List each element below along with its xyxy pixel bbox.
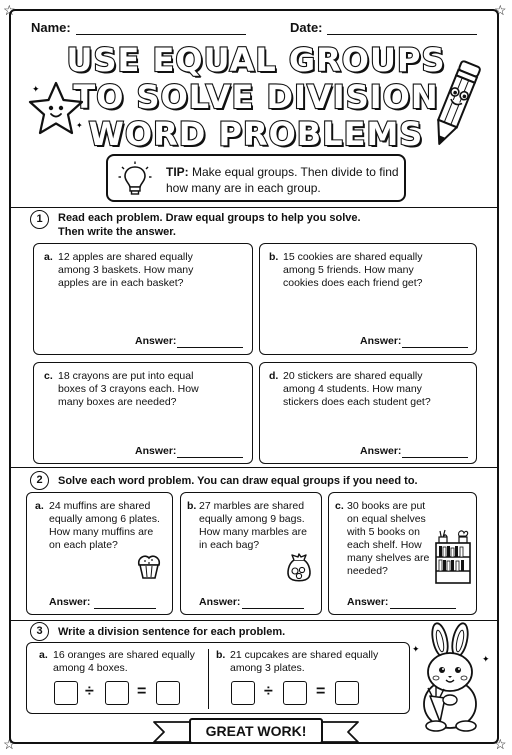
section-1-instruction-line2: Then write the answer. — [58, 226, 176, 238]
problem-box-2a — [26, 492, 173, 615]
answer-field[interactable] — [242, 608, 304, 609]
problem-box-2c — [328, 492, 477, 615]
answer-label: Answer: — [360, 335, 402, 347]
answer-field[interactable] — [402, 457, 468, 458]
problem-box-3 — [26, 642, 410, 714]
problem-text: 18 crayons are put into equal boxes of 3 crayons each. How many boxes are needed? — [58, 370, 199, 408]
answer-label: Answer: — [360, 445, 402, 457]
problem-text: 27 marbles are shared equally among 9 bags. How many marbles are in each bag? — [199, 500, 307, 551]
section-3-number: 3 — [30, 622, 49, 641]
section-2-number: 2 — [30, 471, 49, 490]
tip-text — [166, 164, 402, 196]
answer-field[interactable] — [390, 608, 456, 609]
problem-box-2b — [180, 492, 322, 615]
date-field[interactable] — [327, 34, 477, 35]
answer-label: Answer: — [347, 596, 389, 608]
great-work-banner: GREAT WORK! — [189, 718, 323, 744]
tip-body: Make equal groups. Then divide to find how many are in each group. — [166, 165, 399, 195]
answer-label: Answer: — [49, 596, 91, 608]
problem-letter: d. — [269, 370, 279, 382]
problem-box-1c — [33, 362, 253, 464]
problem-letter: c. — [335, 500, 344, 512]
problem-text: 24 muffins are shared equally among 6 plates. How many muffins are on each plate? — [49, 500, 160, 551]
problem-letter: a. — [35, 500, 44, 512]
name-field[interactable] — [76, 34, 246, 35]
problem-text: 20 stickers are shared equally among 4 students. How many stickers does each student get? — [283, 370, 431, 408]
name-label: Name: — [31, 20, 71, 35]
section-2-instruction: Solve each word problem. You can draw equal groups if you need to. — [58, 475, 418, 487]
equals-sign: = — [137, 683, 147, 700]
bookshelf-icon — [434, 527, 472, 585]
answer-field[interactable] — [177, 347, 243, 348]
problem-letter: b. — [216, 649, 226, 661]
problem-divider — [208, 649, 209, 709]
corner-star-icon: ☆ — [3, 2, 16, 18]
dividend-box[interactable] — [54, 681, 78, 705]
date-label: Date: — [290, 20, 323, 35]
svg-text:✦: ✦ — [482, 655, 490, 665]
section-1-instruction-line1: Read each problem. Draw equal groups to help you solve. — [58, 212, 361, 224]
section-divider — [9, 620, 499, 621]
section-3-instruction: Write a division sentence for each problem. — [58, 626, 286, 638]
problem-text: 16 oranges are shared equally among 4 boxes. — [53, 649, 195, 674]
problem-text: 21 cupcakes are shared equally among 3 plates. — [230, 649, 379, 674]
problem-letter: a. — [44, 251, 53, 263]
problem-text: 12 apples are shared equally among 3 baskets. How many apples are in each basket? — [58, 251, 194, 289]
star-character-icon — [26, 80, 86, 138]
pencil-character-icon — [425, 55, 485, 153]
answer-label: Answer: — [135, 335, 177, 347]
problem-box-1a — [33, 243, 253, 355]
problem-letter: c. — [44, 370, 53, 382]
tip-label: TIP: — [166, 165, 189, 179]
answer-field[interactable] — [402, 347, 468, 348]
svg-text:✦: ✦ — [32, 85, 40, 95]
svg-text:✦: ✦ — [76, 121, 83, 130]
page-title-line2: TO SOLVE DIVISION — [73, 78, 439, 116]
problem-letter: a. — [39, 649, 48, 661]
divide-sign: ÷ — [85, 683, 94, 700]
problem-letter: b. — [269, 251, 279, 263]
corner-star-icon: ☆ — [494, 2, 507, 18]
problem-letter: b. — [187, 500, 197, 512]
corner-star-icon: ☆ — [494, 736, 507, 752]
corner-star-icon: ☆ — [3, 736, 16, 752]
tip-box — [106, 154, 406, 202]
section-divider — [9, 207, 499, 208]
problem-text: 15 cookies are shared equally among 5 friends. How many cookies does each friend get? — [283, 251, 423, 289]
lightbulb-icon — [118, 161, 152, 197]
section-1-number: 1 — [30, 210, 49, 229]
page-title-line3: WORD PROBLEMS — [88, 115, 424, 153]
answer-field[interactable] — [94, 608, 156, 609]
quotient-box[interactable] — [156, 681, 180, 705]
problem-box-1b — [259, 243, 477, 355]
section-divider — [9, 467, 499, 468]
divisor-box[interactable] — [105, 681, 129, 705]
divide-sign: ÷ — [264, 683, 273, 700]
answer-field[interactable] — [177, 457, 243, 458]
marble-bag-icon — [284, 551, 314, 583]
divisor-box[interactable] — [283, 681, 307, 705]
quotient-box[interactable] — [335, 681, 359, 705]
problem-text: 30 books are put on equal shelves with 5 books on each shelf. How many shelves are needed? — [347, 500, 430, 577]
muffin-icon — [134, 551, 164, 581]
equals-sign: = — [316, 683, 326, 700]
dividend-box[interactable] — [231, 681, 255, 705]
svg-text:✦: ✦ — [412, 645, 420, 655]
page-title-line1: USE EQUAL GROUPS — [66, 41, 446, 79]
problem-box-1d — [259, 362, 477, 464]
answer-label: Answer: — [135, 445, 177, 457]
answer-label: Answer: — [199, 596, 241, 608]
bunny-icon — [410, 622, 492, 732]
